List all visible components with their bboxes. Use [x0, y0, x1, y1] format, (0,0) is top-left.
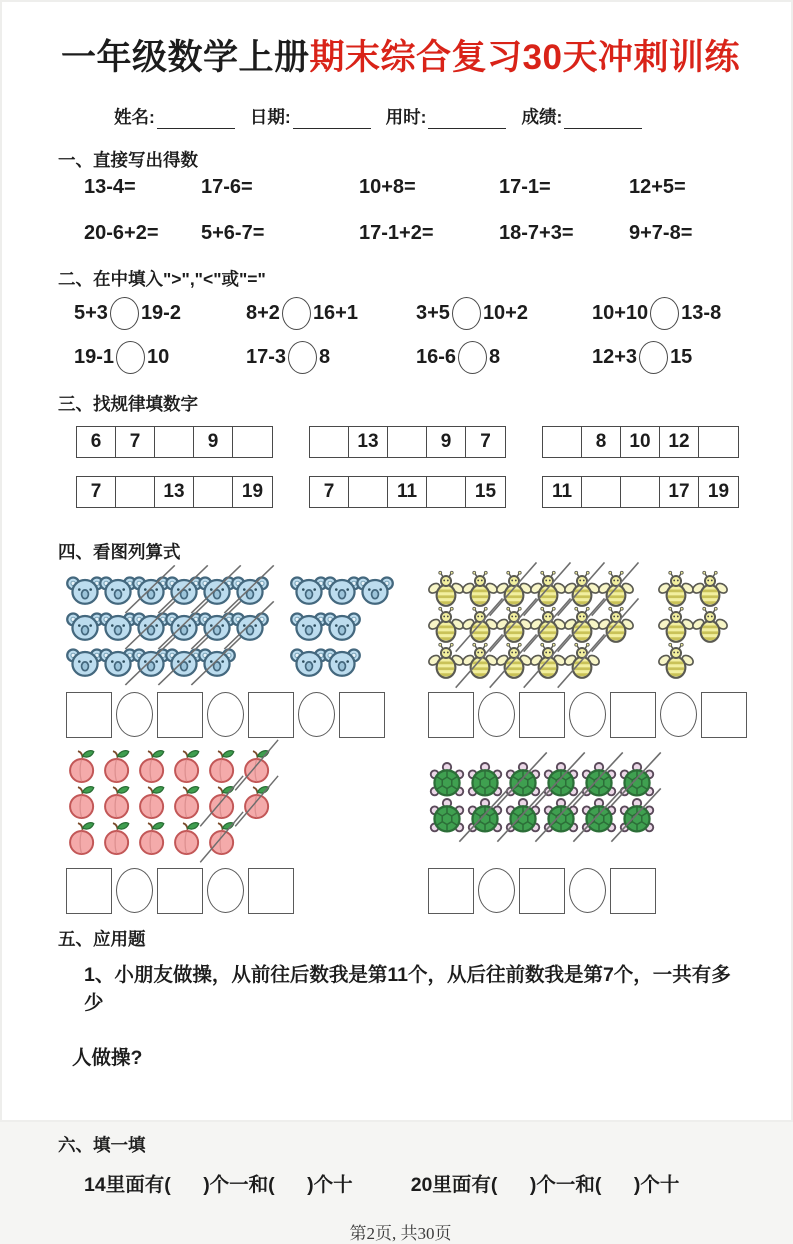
answer-number-box[interactable] [157, 868, 203, 914]
bee-icon [462, 607, 498, 645]
pattern-cell-blank[interactable] [621, 477, 660, 507]
word-problem-line2: 人做操? [72, 1046, 143, 1069]
turtle-icon [542, 761, 580, 799]
apple-icon [171, 784, 204, 820]
icon-row [658, 644, 726, 680]
turtle-icon [504, 761, 542, 799]
answer-operator-circle[interactable] [569, 868, 606, 913]
cross-out-slash [618, 761, 656, 799]
section1-heading: 一、直接写出得数 [58, 149, 198, 170]
pattern-cell: 7 [77, 477, 116, 507]
section5-heading: 五、应用题 [58, 928, 146, 949]
info-label: 姓名: [114, 106, 155, 127]
bee-icon [564, 571, 600, 609]
answer-operator-circle[interactable] [207, 868, 244, 913]
compare-circle[interactable] [282, 297, 311, 330]
pattern-cell-blank[interactable] [582, 477, 621, 507]
bee-icon [496, 607, 532, 645]
bee-icon [428, 571, 464, 609]
comparison-item [416, 341, 592, 374]
apple-icon [66, 748, 99, 784]
cross-out-slash [462, 607, 498, 645]
turtle-picture-group [420, 748, 747, 856]
icon-row [66, 572, 264, 608]
number-pattern-strip [542, 426, 739, 458]
icon-row [66, 748, 276, 784]
bee-icon [462, 643, 498, 681]
right-expression: 8 [489, 345, 501, 368]
section6-heading: 六、填一填 [58, 1134, 146, 1155]
bee-icon [530, 571, 566, 609]
cross-out-slash [206, 820, 239, 856]
picture-problems-grid [58, 572, 743, 924]
math-expression: 12+5= [629, 175, 686, 198]
bee-icon [692, 607, 728, 645]
left-expression: 5+3 [74, 301, 108, 324]
math-expression: 10+8= [359, 175, 416, 198]
pattern-cell-blank[interactable] [388, 427, 427, 457]
pattern-cell: 7 [310, 477, 349, 507]
apple-icon [171, 820, 204, 856]
answer-number-box[interactable] [248, 868, 294, 914]
pattern-cell-blank[interactable] [543, 427, 582, 457]
apple-icon [241, 748, 274, 784]
icon-row [428, 644, 632, 680]
comparison-item [246, 297, 416, 330]
cross-out-slash [504, 797, 542, 835]
fill-in-line [58, 1169, 743, 1197]
turtle-icon [428, 761, 466, 799]
equation-answer-strip [58, 868, 420, 914]
turtle-icon [542, 797, 580, 835]
turtle-icon [504, 797, 542, 835]
apple-icon [241, 784, 274, 820]
left-expression: 12+3 [592, 345, 638, 368]
koala-icon [323, 609, 361, 643]
pattern-cell: 7 [116, 427, 155, 457]
apple-icon [206, 784, 239, 820]
answer-number-box[interactable] [248, 692, 294, 738]
cross-out-slash [564, 571, 600, 609]
pattern-cell-blank[interactable] [427, 477, 466, 507]
title-grade-part: 一年级数学上册 [61, 38, 310, 77]
section1-row1 [58, 176, 743, 199]
title-review-part: 期末综合复习30天冲刺训练 [309, 38, 740, 77]
pattern-cell: 7 [480, 430, 491, 452]
cross-out-slash [504, 761, 542, 799]
pattern-cell-blank[interactable] [699, 427, 738, 457]
koala-icon [231, 573, 269, 607]
answer-number-box[interactable] [519, 868, 565, 914]
fill-item-20[interactable]: 20里面有( )个一和( )个十 [410, 1173, 680, 1196]
cross-out-slash [598, 571, 634, 609]
pattern-cell: 15 [474, 480, 497, 502]
apple-icon [136, 748, 169, 784]
compare-circle[interactable] [452, 297, 481, 330]
equation-answer-strip [420, 692, 747, 738]
fill-item-14[interactable]: 14里面有( )个一和( )个十 [84, 1173, 353, 1196]
bee-picture-group [420, 572, 747, 680]
page-title [58, 36, 743, 80]
left-expression: 16-6 [416, 345, 457, 368]
section4-heading: 四、看图列算式 [58, 541, 181, 562]
bee-icon [530, 607, 566, 645]
answer-operator-circle[interactable] [569, 692, 606, 737]
cross-out-slash [496, 643, 532, 681]
answer-operator-circle[interactable] [116, 868, 153, 913]
info-label: 成绩: [521, 106, 563, 127]
pattern-cell: 10 [621, 427, 660, 457]
icon-row [428, 798, 656, 834]
koala-icon [356, 573, 394, 607]
answer-number-box[interactable] [428, 868, 474, 914]
comparison-item [592, 297, 743, 330]
answer-number-box[interactable] [66, 868, 112, 914]
icon-row [66, 820, 276, 856]
pattern-cell-blank[interactable] [155, 427, 194, 457]
pattern-cell: 13 [155, 477, 194, 507]
compare-circle[interactable] [288, 341, 317, 374]
answer-operator-circle[interactable] [207, 692, 244, 737]
turtle-icon [428, 797, 466, 835]
answer-number-box[interactable] [610, 868, 656, 914]
cross-out-slash [231, 573, 269, 607]
number-pattern-strip [76, 426, 273, 458]
cross-out-slash [564, 607, 600, 645]
comparison-item [74, 341, 246, 374]
left-expression: 17-3 [246, 345, 287, 368]
cross-out-slash [542, 761, 580, 799]
answer-number-box[interactable] [157, 692, 203, 738]
info-label: 用时: [385, 106, 427, 127]
turtle-icon [618, 797, 656, 835]
info-blank-line[interactable] [564, 113, 642, 129]
comparison-item [246, 341, 416, 374]
equation-answer-strip [420, 868, 747, 914]
apple-icon [101, 748, 134, 784]
right-expression: 10 [147, 345, 170, 368]
number-pattern-strip [309, 476, 506, 508]
cross-out-slash [542, 797, 580, 835]
answer-operator-circle[interactable] [660, 692, 697, 737]
apple-picture-group [58, 748, 420, 856]
icon-row [66, 784, 276, 820]
pattern-cell-blank[interactable] [116, 477, 155, 507]
compare-circle[interactable] [116, 341, 145, 374]
cross-out-slash [580, 761, 618, 799]
right-expression: 19-2 [140, 301, 181, 324]
turtle-icon [466, 761, 504, 799]
apple-icon [206, 748, 239, 784]
right-expression: 10+2 [482, 301, 528, 324]
cross-out-slash [496, 607, 532, 645]
koala-icon [323, 645, 361, 679]
pattern-cell: 19 [241, 480, 264, 502]
section3-heading: 三、找规律填数字 [58, 393, 198, 414]
icon-row [66, 608, 264, 644]
math-expression: 13-4= [84, 175, 136, 198]
bee-icon [598, 571, 634, 609]
math-expression: 17-1= [499, 175, 551, 198]
pattern-cell: 6 [77, 427, 116, 457]
turtle-icon [580, 761, 618, 799]
icon-row [290, 572, 389, 608]
turtle-icon [466, 797, 504, 835]
bee-icon [692, 571, 728, 609]
section2-row2 [58, 341, 743, 374]
compare-circle[interactable] [110, 297, 139, 330]
icon-row [658, 608, 726, 644]
number-pattern-strip [309, 426, 506, 458]
koala-cluster [66, 572, 264, 680]
pattern-cell: 12 [660, 427, 699, 457]
answer-number-box[interactable] [66, 692, 112, 738]
koala-icon [198, 645, 236, 679]
pattern-cell: 9 [194, 427, 233, 457]
apple-cluster [66, 748, 276, 856]
apple-icon [66, 784, 99, 820]
koala-cluster [290, 572, 389, 680]
left-expression: 3+5 [416, 301, 450, 324]
info-blank-line[interactable] [293, 113, 371, 129]
bee-icon [496, 571, 532, 609]
info-blank-line[interactable] [157, 113, 235, 129]
apple-icon [171, 748, 204, 784]
comparison-item [74, 297, 246, 330]
turtle-cluster [428, 762, 656, 856]
info-label: 日期: [249, 106, 291, 127]
pattern-cell: 13 [349, 427, 388, 457]
math-expression: 5+6-7= [201, 221, 265, 244]
apple-icon [101, 784, 134, 820]
cross-out-slash [530, 571, 566, 609]
answer-number-box[interactable] [339, 692, 385, 738]
bee-icon [564, 643, 600, 681]
number-pattern-strip [76, 476, 273, 508]
cross-out-slash [462, 643, 498, 681]
pattern-cell-blank[interactable] [233, 427, 272, 457]
math-expression: 20-6+2= [84, 221, 159, 244]
pattern-cell: 19 [707, 480, 730, 502]
answer-number-box[interactable] [519, 692, 565, 738]
cross-out-slash [231, 609, 269, 643]
left-expression: 8+2 [246, 301, 280, 324]
bee-icon [564, 607, 600, 645]
cross-out-slash [580, 797, 618, 835]
apple-icon [101, 820, 134, 856]
info-blank-line[interactable] [428, 113, 506, 129]
cross-out-slash [618, 797, 656, 835]
answer-number-box[interactable] [701, 692, 747, 738]
pattern-cell-blank[interactable] [349, 477, 388, 507]
cross-out-slash [564, 643, 600, 681]
answer-operator-circle[interactable] [478, 692, 515, 737]
answer-number-box[interactable] [428, 692, 474, 738]
bee-cluster [428, 572, 632, 680]
apple-icon [136, 820, 169, 856]
cross-out-slash [198, 645, 236, 679]
pattern-cell: 8 [582, 427, 621, 457]
answer-operator-circle[interactable] [116, 692, 153, 737]
answer-operator-circle[interactable] [298, 692, 335, 737]
cross-out-slash [598, 607, 634, 645]
bee-icon [496, 643, 532, 681]
icon-row [66, 644, 264, 680]
cross-out-slash [206, 784, 239, 820]
cross-out-slash [530, 607, 566, 645]
comparison-item [592, 341, 743, 374]
math-expression: 9+7-8= [629, 221, 693, 244]
apple-icon [206, 820, 239, 856]
apple-icon [66, 820, 99, 856]
math-expression: 17-1+2= [359, 221, 434, 244]
right-expression: 13-8 [681, 301, 722, 324]
turtle-icon [618, 761, 656, 799]
apple-icon [136, 784, 169, 820]
word-problem-line1: 1、小朋友做操，从前往后数我是第11个，从后往前数我是第7个，一共有多少 [84, 963, 731, 1014]
math-expression: 18-7+3= [499, 221, 574, 244]
pattern-cell: 17 [660, 477, 699, 507]
koala-picture-group [58, 572, 420, 680]
compare-circle[interactable] [458, 341, 487, 374]
right-expression: 8 [319, 345, 331, 368]
student-info-row [114, 104, 743, 129]
pattern-cell: 11 [388, 477, 427, 507]
bee-icon [462, 571, 498, 609]
number-pattern-strip [542, 476, 739, 508]
pattern-cell: 9 [427, 427, 466, 457]
section3-row2 [58, 476, 743, 508]
bee-cluster [658, 572, 726, 680]
answer-number-box[interactable] [610, 692, 656, 738]
section1-row2 [58, 222, 743, 245]
bee-icon [598, 607, 634, 645]
compare-circle[interactable] [650, 297, 679, 330]
left-expression: 19-1 [74, 345, 115, 368]
right-expression: 16+1 [312, 301, 358, 324]
bee-icon [428, 607, 464, 645]
koala-icon [231, 609, 269, 643]
pattern-cell: 11 [543, 477, 582, 507]
bee-icon [658, 571, 694, 609]
bee-icon [658, 607, 694, 645]
section2-heading: 二、在中填入">","<"或"=" [58, 268, 266, 289]
section2-row1 [58, 297, 743, 330]
cross-out-slash [241, 748, 274, 784]
cross-out-slash [241, 784, 274, 820]
right-expression: 15 [670, 345, 693, 368]
icon-row [290, 608, 389, 644]
section3-row1 [58, 426, 743, 458]
pattern-cell-blank[interactable] [310, 427, 349, 457]
pattern-cell-blank[interactable] [194, 477, 233, 507]
left-expression: 10+10 [592, 301, 649, 324]
cross-out-slash [466, 797, 504, 835]
page-number-footer: 第2页, 共30页 [349, 1223, 452, 1243]
cross-out-slash [496, 571, 532, 609]
compare-circle[interactable] [639, 341, 668, 374]
math-expression: 17-6= [201, 175, 253, 198]
bee-icon [428, 643, 464, 681]
bee-icon [530, 643, 566, 681]
comparison-item [416, 297, 592, 330]
cross-out-slash [530, 643, 566, 681]
equation-answer-strip [58, 692, 420, 738]
answer-operator-circle[interactable] [478, 868, 515, 913]
icon-row [290, 644, 389, 680]
bee-icon [658, 643, 694, 681]
icon-row [658, 572, 726, 608]
turtle-icon [580, 797, 618, 835]
